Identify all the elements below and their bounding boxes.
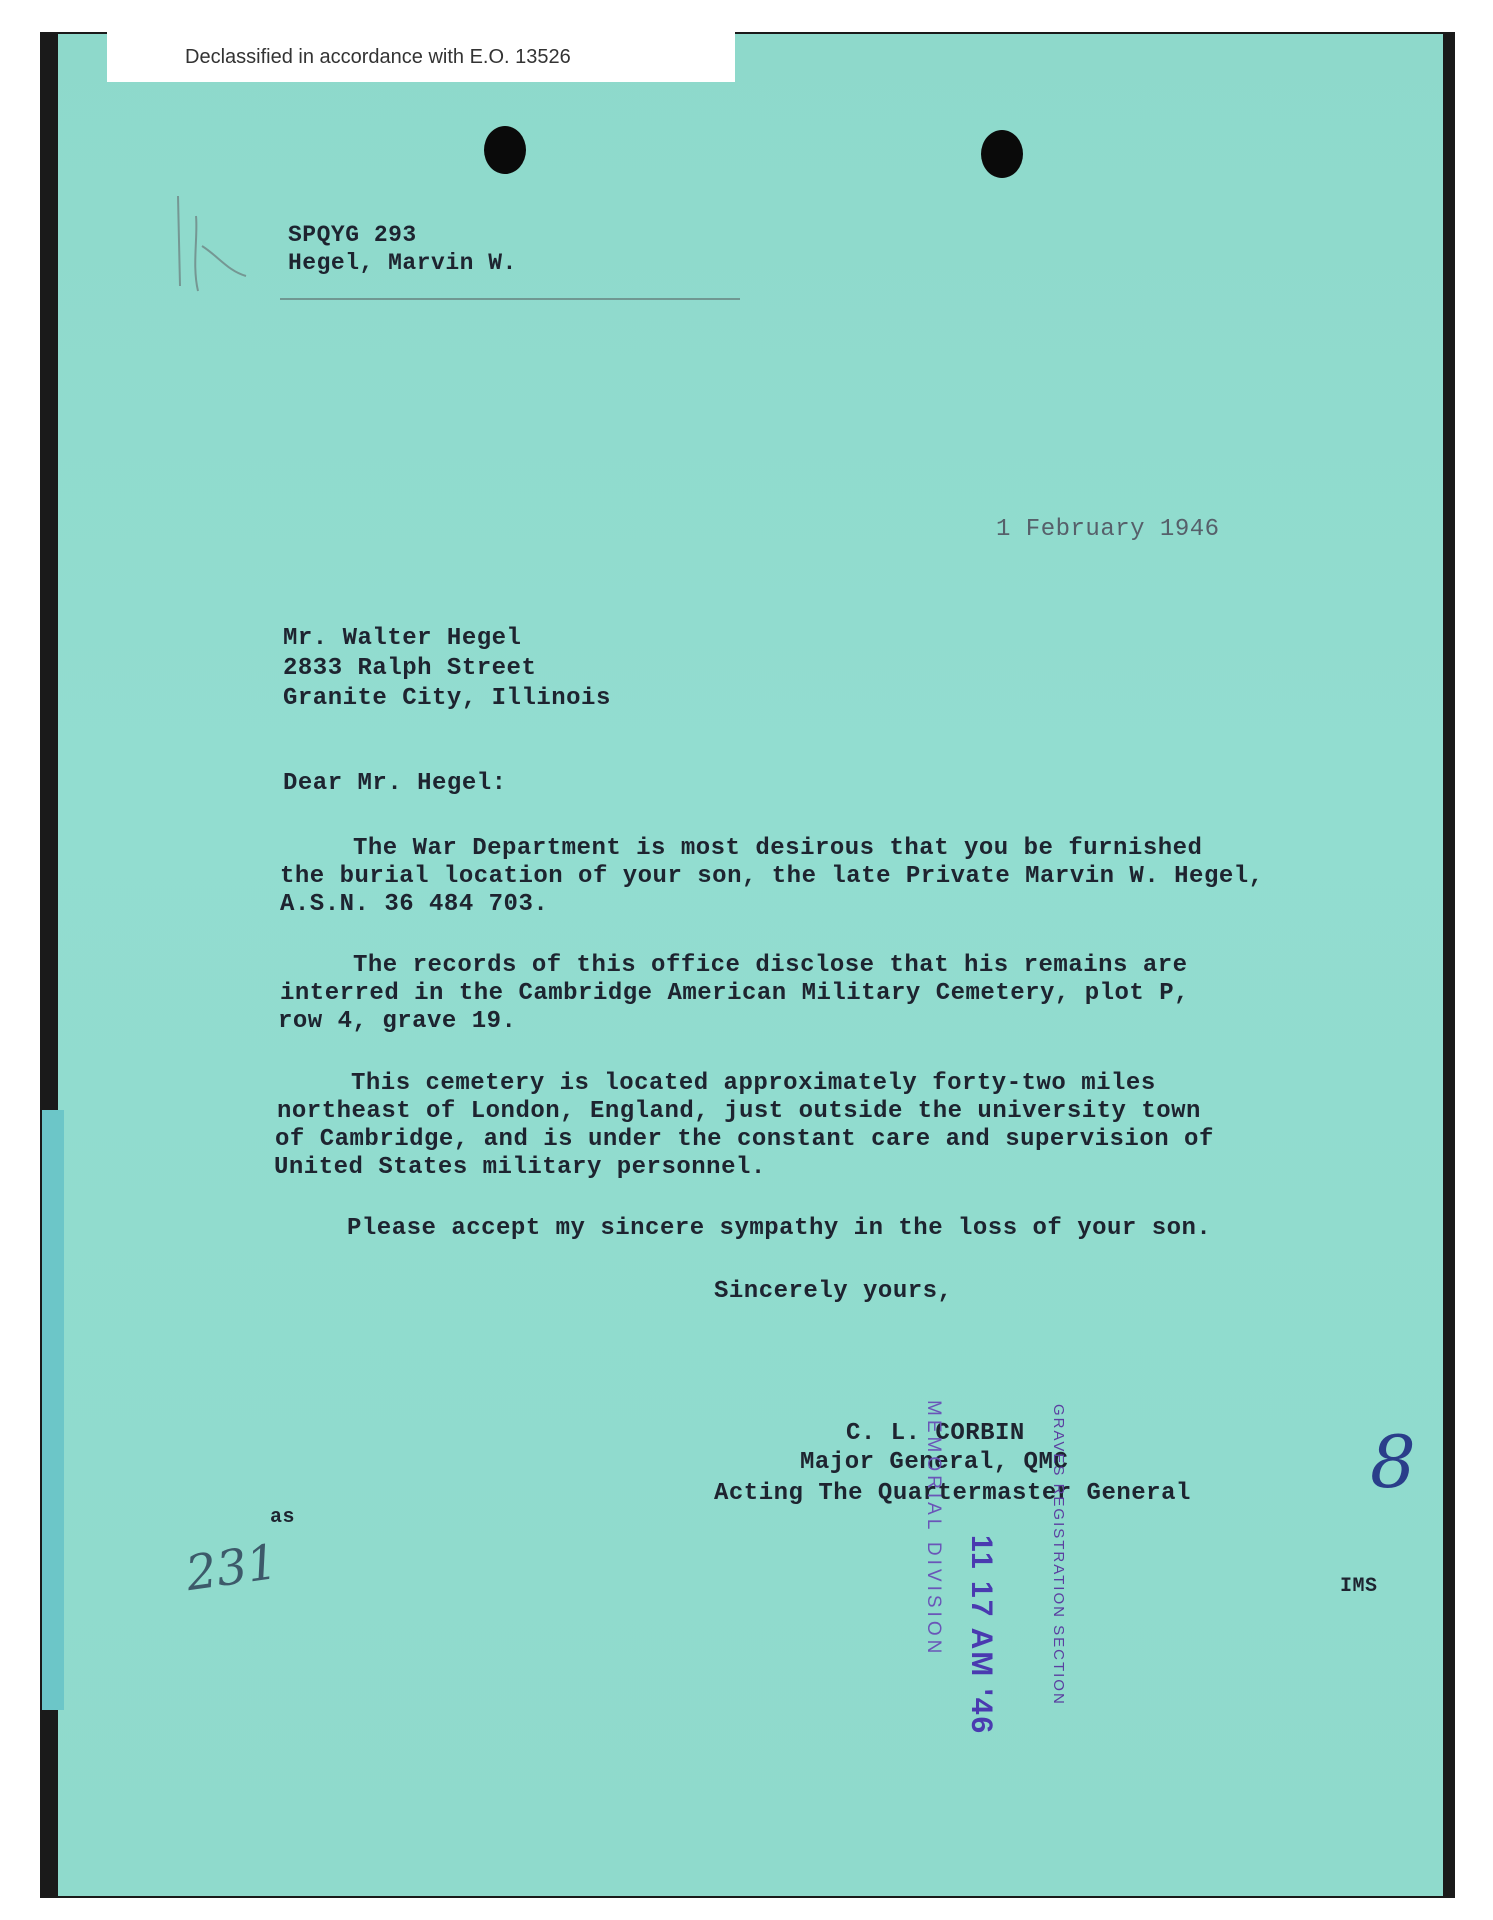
body-line: Please accept my sincere sympathy in the loss of your son.	[347, 1215, 1212, 1242]
body-line: The War Department is most desirous that you be furnished	[353, 835, 1203, 862]
recipient-name: Mr. Walter Hegel	[283, 625, 522, 652]
signer-name: C. L. CORBIN	[846, 1420, 1025, 1447]
reference-initials: IMS	[1340, 1575, 1378, 1598]
closing: Sincerely yours,	[714, 1278, 953, 1305]
body-line: interred in the Cambridge American Military Cemetery, plot P,	[280, 980, 1190, 1007]
body-line: of Cambridge, and is under the constant care and supervision of	[275, 1126, 1214, 1153]
page-edge-strip	[42, 1110, 64, 1710]
handwritten-check-mark: 8	[1370, 1420, 1416, 1504]
file-subject: Hegel, Marvin W.	[288, 250, 517, 276]
signer-rank: Major General, QMC	[800, 1449, 1069, 1476]
body-line: the burial location of your son, the late Private Marvin W. Hegel,	[280, 863, 1264, 890]
letter-date: 1 February 1946	[996, 516, 1220, 543]
declassification-banner: Declassified in accordance with E.O. 13526	[107, 32, 735, 82]
file-code: SPQYG 293	[288, 222, 417, 248]
header-rule	[280, 298, 740, 300]
recipient-city: Granite City, Illinois	[283, 685, 611, 712]
typist-initials: as	[270, 1506, 296, 1529]
body-line: A.S.N. 36 484 703.	[280, 891, 549, 918]
body-line: United States military personnel.	[274, 1154, 766, 1181]
body-line: This cemetery is located approximately forty-two miles	[351, 1070, 1156, 1097]
body-line: northeast of London, England, just outside the university town	[277, 1098, 1201, 1125]
body-line: The records of this office disclose that his remains are	[353, 952, 1188, 979]
signer-title: Acting The Quartermaster General	[714, 1480, 1191, 1507]
memorial-division-stamp: MEMORIAL DIVISION	[923, 1400, 944, 1658]
punch-hole-left	[484, 126, 526, 174]
punch-hole-right	[981, 130, 1023, 178]
received-date-stamp: 11 17 AM '46	[965, 1535, 998, 1736]
body-line: row 4, grave 19.	[278, 1008, 517, 1035]
graves-registration-stamp: GRAVES REGISTRATION SECTION	[1050, 1404, 1067, 1706]
margin-scribble-icon	[168, 176, 258, 306]
recipient-street: 2833 Ralph Street	[283, 655, 537, 682]
handwritten-margin-number: 231	[182, 1533, 282, 1603]
salutation: Dear Mr. Hegel:	[283, 770, 507, 797]
